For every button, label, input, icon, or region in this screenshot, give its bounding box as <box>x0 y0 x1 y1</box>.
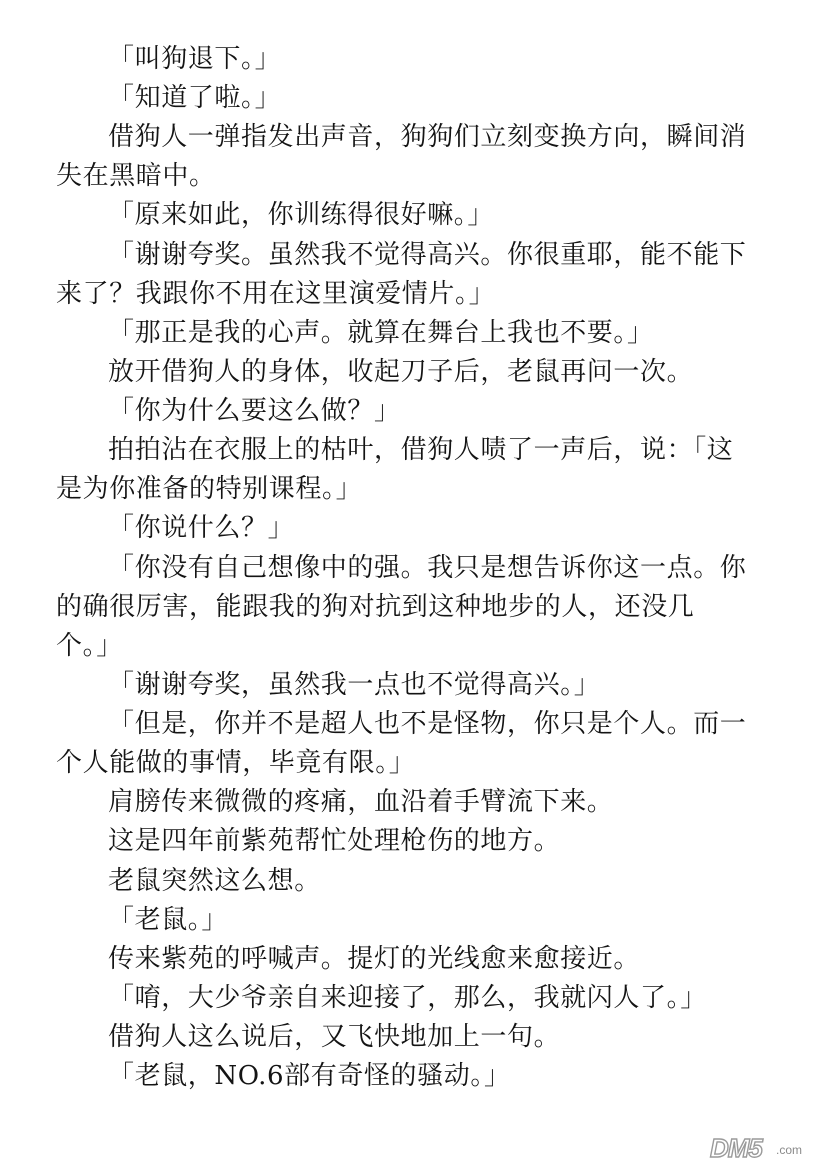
site-watermark <box>706 1131 816 1161</box>
text-line: 拍拍沾在衣服上的枯叶，借狗人啧了一声后，说：「这 <box>108 435 734 465</box>
text-line: 「谢谢夸奖。虽然我不觉得高兴。你很重耶，能不能下 <box>108 240 747 270</box>
text-line: 「原来如此，你训练得很好嘛。」 <box>108 200 495 230</box>
text-line: 这是四年前紫苑帮忙处理枪伤的地方。 <box>108 826 561 856</box>
text-line: 个人能做的事情，毕竟有限。」 <box>56 748 416 778</box>
text-line: 个。」 <box>56 631 123 661</box>
text-line: 肩膀传来微微的疼痛，血沿着手臂流下来。 <box>108 787 614 817</box>
text-line: 「知道了啦。」 <box>108 83 282 113</box>
text-line: 「叫狗退下。」 <box>108 44 282 74</box>
text-line: 「你没有自己想像中的强。我只是想告诉你这一点。你 <box>108 553 747 583</box>
watermark-suffix: .com <box>776 1143 803 1157</box>
text-line: 放开借狗人的身体，收起刀子后，老鼠再问一次。 <box>108 357 694 387</box>
text-line: 「唷，大少爷亲自来迎接了，那么，我就闪人了。」 <box>108 983 707 1013</box>
text-line: 老鼠突然这么想。 <box>108 866 321 896</box>
text-line: 「你为什么要这么做？」 <box>108 396 401 426</box>
text-line: 借狗人这么说后，又飞快地加上一句。 <box>108 1022 561 1052</box>
text-line: 的确很厉害，能跟我的狗对抗到这种地步的人，还没几 <box>56 592 695 622</box>
text-line: 「但是，你并不是超人也不是怪物，你只是个人。而一 <box>108 709 747 739</box>
text-line: 传来紫苑的呼喊声。提灯的光线愈来愈接近。 <box>108 944 641 974</box>
text-line: 失在黑暗中。 <box>56 161 216 191</box>
watermark-brand: DM5 <box>710 1133 762 1163</box>
text-line: 是为你准备的特别课程。」 <box>56 474 363 504</box>
text-line: 「谢谢夸奖，虽然我一点也不觉得高兴。」 <box>108 670 601 700</box>
text-line: 「那正是我的心声。就算在舞台上我也不要。」 <box>108 318 654 348</box>
text-line: 「你说什么？」 <box>108 513 295 543</box>
text-line: 来了？我跟你不用在这里演爱情片。」 <box>56 279 496 309</box>
text-line: 借狗人一弹指发出声音，狗狗们立刻变换方向，瞬间消 <box>108 122 747 152</box>
text-line: 「老鼠，NO.6部有奇怪的骚动。」 <box>108 1061 511 1091</box>
text-line: 「老鼠。」 <box>108 905 229 935</box>
